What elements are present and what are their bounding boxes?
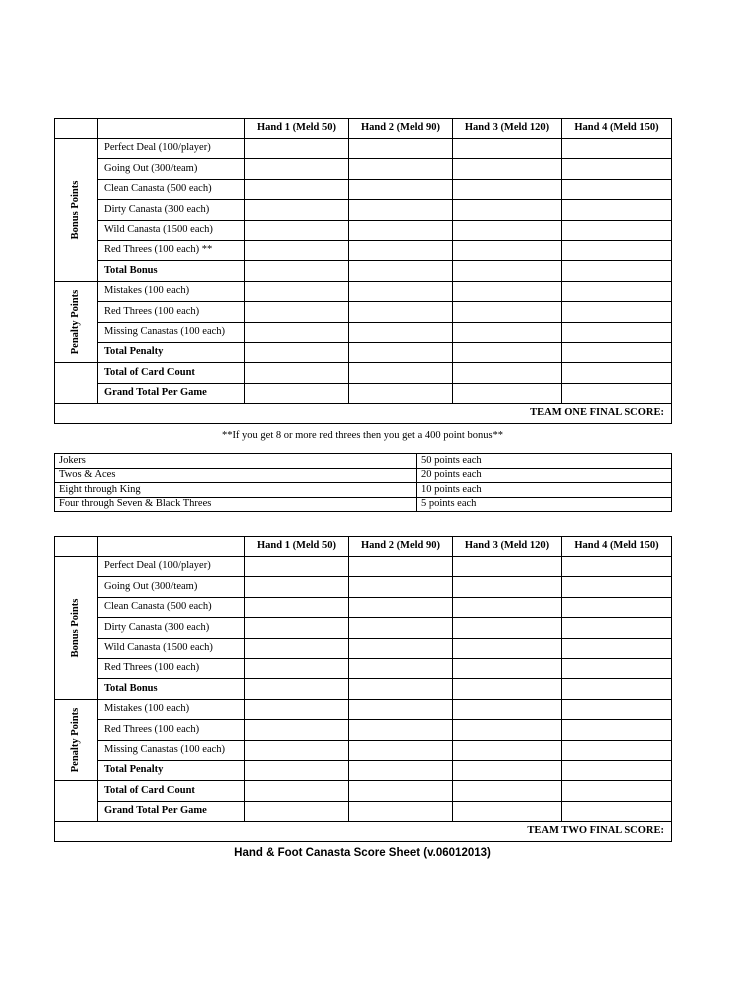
score-cell[interactable] <box>562 159 672 179</box>
score-cell[interactable] <box>349 658 453 678</box>
card-points: 10 points each <box>417 483 672 498</box>
score-cell[interactable] <box>245 577 349 597</box>
score-cell[interactable] <box>562 139 672 159</box>
score-cell[interactable] <box>245 179 349 199</box>
score-cell[interactable] <box>245 658 349 678</box>
score-row <box>55 383 672 403</box>
hand-1-header: Hand 1 (Meld 50) <box>245 537 349 557</box>
score-cell[interactable] <box>453 322 562 342</box>
team-two-score-table <box>54 536 672 842</box>
row-label: Total of Card Count <box>98 363 245 383</box>
score-cell[interactable] <box>245 261 349 281</box>
card-points-table <box>54 453 672 512</box>
score-row <box>55 699 672 719</box>
corner-cell <box>55 537 98 557</box>
row-label: Red Threes (100 each) <box>98 302 245 322</box>
row-label: Clean Canasta (500 each) <box>98 179 245 199</box>
score-cell[interactable] <box>349 302 453 322</box>
card-name: Four through Seven & Black Threes <box>55 497 417 512</box>
score-cell[interactable] <box>453 658 562 678</box>
score-cell[interactable] <box>562 200 672 220</box>
score-row <box>55 557 672 577</box>
score-cell[interactable] <box>349 638 453 658</box>
score-cell[interactable] <box>453 679 562 699</box>
score-cell[interactable] <box>245 801 349 821</box>
hand-2-header: Hand 2 (Meld 90) <box>349 537 453 557</box>
score-cell[interactable] <box>562 557 672 577</box>
score-cell[interactable] <box>562 720 672 740</box>
score-cell[interactable] <box>349 577 453 597</box>
score-row <box>55 261 672 281</box>
score-row <box>55 322 672 342</box>
score-cell[interactable] <box>453 200 562 220</box>
card-points: 5 points each <box>417 497 672 512</box>
score-cell[interactable] <box>453 781 562 801</box>
row-label: Wild Canasta (1500 each) <box>98 220 245 240</box>
score-cell[interactable] <box>349 281 453 301</box>
score-row <box>55 342 672 362</box>
score-cell[interactable] <box>453 597 562 617</box>
score-cell[interactable] <box>349 801 453 821</box>
header-row <box>55 537 672 557</box>
score-row <box>55 740 672 760</box>
score-row <box>55 760 672 780</box>
score-cell[interactable] <box>562 302 672 322</box>
score-cell[interactable] <box>245 699 349 719</box>
score-cell[interactable] <box>245 342 349 362</box>
score-cell[interactable] <box>453 261 562 281</box>
score-cell[interactable] <box>453 302 562 322</box>
score-cell[interactable] <box>349 179 453 199</box>
row-label: Mistakes (100 each) <box>98 281 245 301</box>
score-cell[interactable] <box>245 597 349 617</box>
row-label: Wild Canasta (1500 each) <box>98 638 245 658</box>
hand-3-header: Hand 3 (Meld 120) <box>453 119 562 139</box>
score-cell[interactable] <box>349 159 453 179</box>
team-one-final-score[interactable]: TEAM ONE FINAL SCORE: <box>55 404 672 424</box>
score-cell[interactable] <box>245 781 349 801</box>
bonus-points-label: Bonus Points <box>69 598 81 658</box>
score-cell[interactable] <box>349 322 453 342</box>
score-cell[interactable] <box>349 781 453 801</box>
score-cell[interactable] <box>453 139 562 159</box>
row-label: Mistakes (100 each) <box>98 699 245 719</box>
score-cell[interactable] <box>245 281 349 301</box>
score-cell[interactable] <box>349 139 453 159</box>
score-cell[interactable] <box>453 557 562 577</box>
score-cell[interactable] <box>562 179 672 199</box>
score-sheet-title: Hand & Foot Canasta Score Sheet (v.06012013) <box>234 847 491 859</box>
row-label: Total of Card Count <box>98 781 245 801</box>
team-one-score-table <box>54 118 672 424</box>
score-cell[interactable] <box>453 240 562 260</box>
score-cell[interactable] <box>349 597 453 617</box>
score-cell[interactable] <box>349 760 453 780</box>
score-row <box>55 679 672 699</box>
score-cell[interactable] <box>562 363 672 383</box>
row-label: Red Threes (100 each) <box>98 720 245 740</box>
row-label: Grand Total Per Game <box>98 383 245 403</box>
score-row <box>55 618 672 638</box>
row-label: Grand Total Per Game <box>98 801 245 821</box>
score-row <box>55 302 672 322</box>
score-cell[interactable] <box>562 577 672 597</box>
score-cell[interactable] <box>453 342 562 362</box>
card-points-row <box>55 454 672 469</box>
row-label: Dirty Canasta (300 each) <box>98 618 245 638</box>
score-cell[interactable] <box>453 638 562 658</box>
row-label: Clean Canasta (500 each) <box>98 597 245 617</box>
score-cell[interactable] <box>453 159 562 179</box>
score-row <box>55 220 672 240</box>
score-row <box>55 577 672 597</box>
score-cell[interactable] <box>245 159 349 179</box>
score-cell[interactable] <box>562 261 672 281</box>
score-cell[interactable] <box>349 740 453 760</box>
hand-2-header: Hand 2 (Meld 90) <box>349 119 453 139</box>
row-label: Total Bonus <box>98 679 245 699</box>
score-cell[interactable] <box>453 699 562 719</box>
totals-group <box>55 363 98 404</box>
score-cell[interactable] <box>562 383 672 403</box>
label-header-cell <box>98 119 245 139</box>
hand-3-header: Hand 3 (Meld 120) <box>453 537 562 557</box>
score-cell[interactable] <box>349 220 453 240</box>
score-cell[interactable] <box>245 557 349 577</box>
card-name: Eight through King <box>55 483 417 498</box>
score-cell[interactable] <box>245 720 349 740</box>
row-label: Dirty Canasta (300 each) <box>98 200 245 220</box>
score-cell[interactable] <box>562 597 672 617</box>
score-row <box>55 720 672 740</box>
row-label: Missing Canastas (100 each) <box>98 740 245 760</box>
score-row <box>55 801 672 821</box>
score-cell[interactable] <box>562 281 672 301</box>
score-cell[interactable] <box>562 760 672 780</box>
score-cell[interactable] <box>453 740 562 760</box>
score-cell[interactable] <box>245 240 349 260</box>
score-cell[interactable] <box>245 760 349 780</box>
score-cell[interactable] <box>245 638 349 658</box>
score-row <box>55 179 672 199</box>
score-cell[interactable] <box>245 200 349 220</box>
score-cell[interactable] <box>245 363 349 383</box>
score-row <box>55 159 672 179</box>
score-cell[interactable] <box>349 699 453 719</box>
score-row <box>55 638 672 658</box>
score-cell[interactable] <box>349 240 453 260</box>
score-cell[interactable] <box>562 322 672 342</box>
card-name: Jokers <box>55 454 417 469</box>
score-cell[interactable] <box>349 261 453 281</box>
row-label: Red Threes (100 each) <box>98 658 245 678</box>
card-points-row <box>55 483 672 498</box>
score-row <box>55 363 672 383</box>
score-cell[interactable] <box>453 281 562 301</box>
score-cell[interactable] <box>349 618 453 638</box>
red-threes-footnote: **If you get 8 or more red threes then you get a 400 point bonus** <box>221 430 504 441</box>
score-cell[interactable] <box>245 322 349 342</box>
score-cell[interactable] <box>453 383 562 403</box>
score-row <box>55 139 672 159</box>
score-cell[interactable] <box>453 220 562 240</box>
score-row <box>55 781 672 801</box>
row-label: Total Penalty <box>98 342 245 362</box>
penalty-points-label: Penalty Points <box>69 707 81 773</box>
score-cell[interactable] <box>245 302 349 322</box>
score-cell[interactable] <box>562 801 672 821</box>
penalty-points-group <box>55 281 98 363</box>
score-cell[interactable] <box>349 720 453 740</box>
score-cell[interactable] <box>453 179 562 199</box>
score-cell[interactable] <box>562 658 672 678</box>
score-cell[interactable] <box>562 781 672 801</box>
row-label: Total Bonus <box>98 261 245 281</box>
hand-1-header: Hand 1 (Meld 50) <box>245 119 349 139</box>
score-cell[interactable] <box>349 679 453 699</box>
bonus-points-label: Bonus Points <box>69 180 81 240</box>
score-row <box>55 658 672 678</box>
row-label: Going Out (300/team) <box>98 577 245 597</box>
score-cell[interactable] <box>453 801 562 821</box>
bonus-points-group <box>55 557 98 700</box>
row-label: Red Threes (100 each) ** <box>98 240 245 260</box>
score-cell[interactable] <box>245 679 349 699</box>
score-cell[interactable] <box>562 699 672 719</box>
score-cell[interactable] <box>562 220 672 240</box>
hand-4-header: Hand 4 (Meld 150) <box>562 537 672 557</box>
row-label: Going Out (300/team) <box>98 159 245 179</box>
score-cell[interactable] <box>453 577 562 597</box>
score-cell[interactable] <box>349 200 453 220</box>
score-cell[interactable] <box>245 740 349 760</box>
score-cell[interactable] <box>453 720 562 740</box>
row-label: Perfect Deal (100/player) <box>98 557 245 577</box>
score-cell[interactable] <box>453 618 562 638</box>
card-points: 20 points each <box>417 468 672 483</box>
card-points-row <box>55 497 672 512</box>
score-cell[interactable] <box>245 383 349 403</box>
card-points: 50 points each <box>417 454 672 469</box>
score-cell[interactable] <box>562 618 672 638</box>
team-two-final-score[interactable]: TEAM TWO FINAL SCORE: <box>55 822 672 842</box>
score-cell[interactable] <box>562 638 672 658</box>
score-cell[interactable] <box>562 679 672 699</box>
row-label: Total Penalty <box>98 760 245 780</box>
penalty-points-group <box>55 699 98 781</box>
score-cell[interactable] <box>453 363 562 383</box>
score-cell[interactable] <box>349 363 453 383</box>
score-row <box>55 281 672 301</box>
score-cell[interactable] <box>562 740 672 760</box>
corner-cell <box>55 119 98 139</box>
score-cell[interactable] <box>349 342 453 362</box>
row-label: Missing Canastas (100 each) <box>98 322 245 342</box>
totals-group <box>55 781 98 822</box>
final-score-row <box>55 822 672 842</box>
score-row <box>55 200 672 220</box>
row-label: Perfect Deal (100/player) <box>98 139 245 159</box>
bonus-points-group <box>55 139 98 282</box>
penalty-points-label: Penalty Points <box>69 289 81 355</box>
header-row <box>55 119 672 139</box>
label-header-cell <box>98 537 245 557</box>
card-points-row <box>55 468 672 483</box>
score-cell[interactable] <box>349 383 453 403</box>
score-cell[interactable] <box>349 557 453 577</box>
score-cell[interactable] <box>245 220 349 240</box>
score-row <box>55 240 672 260</box>
score-row <box>55 597 672 617</box>
score-cell[interactable] <box>453 760 562 780</box>
score-cell[interactable] <box>562 240 672 260</box>
final-score-row <box>55 404 672 424</box>
score-cell[interactable] <box>245 139 349 159</box>
hand-4-header: Hand 4 (Meld 150) <box>562 119 672 139</box>
score-cell[interactable] <box>245 618 349 638</box>
score-cell[interactable] <box>562 342 672 362</box>
card-name: Twos & Aces <box>55 468 417 483</box>
